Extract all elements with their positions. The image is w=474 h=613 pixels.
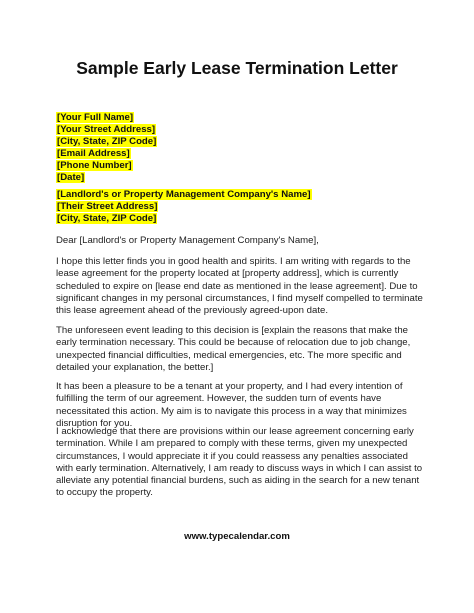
- recipient-street-address: [Their Street Address]: [57, 201, 158, 212]
- body-paragraph-intro: I hope this letter finds you in good health and spirits. I am writing with regards to the lease agreement for the property located at [property address], which is currently scheduled to expire on [lease end date as mentioned in the lease agreement]. Due to significant changes in my personal circumstances, I find myself compelled to terminate this lease agreement ahead of the previously agreed-upon date.: [56, 256, 423, 317]
- body-paragraph-reason: The unforeseen event leading to this decision is [explain the reasons that make the early termination necessary. This could be because of relocation due to job change, unexpected financial difficulties, medical emergencies, etc. The more specific and detailed your explanation, the better.]: [56, 325, 411, 373]
- letter-date: [Date]: [57, 172, 85, 183]
- page-title: Sample Early Lease Termination Letter: [76, 58, 398, 78]
- sender-city-state-zip: [City, State, ZIP Code]: [57, 136, 157, 147]
- recipient-name: [Landlord's or Property Management Company's Name]: [57, 189, 311, 200]
- recipient-city-state-zip: [City, State, ZIP Code]: [57, 213, 157, 224]
- sender-email: [Email Address]: [57, 148, 130, 159]
- sender-street-address: [Your Street Address]: [57, 124, 156, 135]
- recipient-address-block: [56, 187, 312, 223]
- sender-phone: [Phone Number]: [57, 160, 132, 171]
- footer-website: www.typecalendar.com: [184, 531, 290, 542]
- body-paragraph-penalties: I acknowledge that there are provisions within our lease agreement concerning early termination. While I am prepared to comply with these terms, given my unexpected circumstances, I would appreciate it if you could reassess any penalties associated with early termination. Alternatively, I am ready to discuss ways in which I can assist to alleviate any potential financial burdens, such as aiding in the search for a new tenant to occupy the property.: [56, 426, 423, 499]
- sender-full-name: [Your Full Name]: [57, 112, 134, 123]
- salutation: Dear [Landlord's or Property Management Company's Name],: [56, 235, 319, 246]
- body-paragraph-appreciation: It has been a pleasure to be a tenant at your property, and I had every intention of fulfilling the term of our agreement. However, the sudden turn of events have necessitated this action. My aim is to navigate this process in a way that minimizes disruption for you.: [56, 381, 407, 429]
- sender-address-block: [56, 110, 157, 182]
